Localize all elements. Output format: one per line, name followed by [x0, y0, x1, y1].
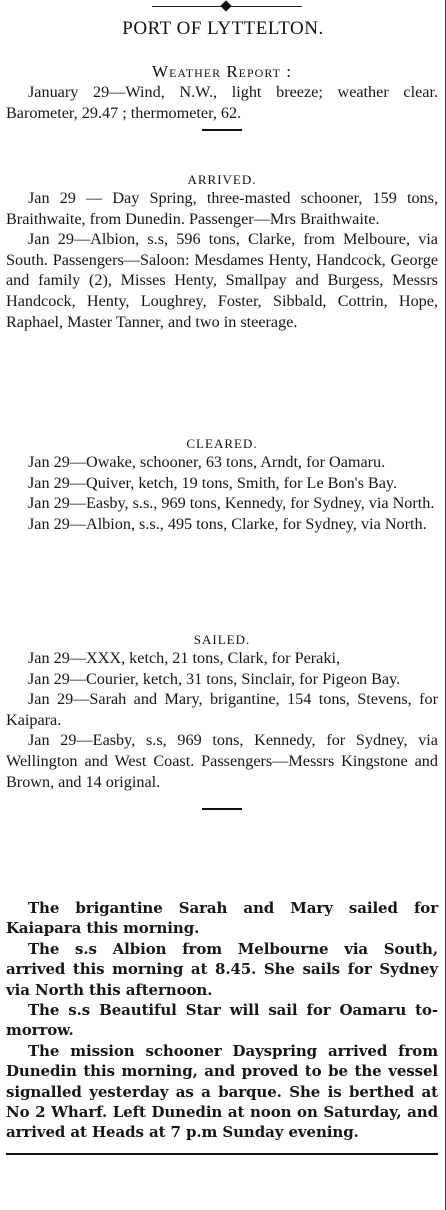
- cleared-entry: Jan 29—Easby, s.s., 969 tons, Kennedy, for Sydney, via North.: [28, 494, 435, 513]
- arrived-section: [6, 172, 438, 332]
- arrived-entry: Jan 29—Albion, s.s, 596 tons, Clarke, from Melboure, via South. Passengers—Saloon: Mesdames Henty, Handcock, George and family (2), Misses Henty, Smallpay and Burgess, Messrs Handcock, Henty, Loughrey, Foster, Sibbald, Cottrin, Hope, Raphael, Master Tanner, and two in steerage.: [6, 230, 438, 331]
- sailed-entry: Jan 29—Courier, ketch, 31 tons, Sinclair, for Pigeon Bay.: [28, 669, 401, 688]
- arrived-entry: Jan 29 — Day Spring, three-masted schooner, 159 tons, Braithwaite, from Dunedin. Passenger—Mrs Braithwaite.: [6, 189, 438, 228]
- arrived-heading: ARRIVED.: [187, 172, 257, 187]
- section-divider: [202, 808, 242, 810]
- diamond-ornament-icon: [220, 0, 231, 11]
- sailed-heading: SAILED.: [193, 632, 251, 647]
- cleared-heading: CLEARED.: [186, 436, 258, 451]
- bottom-rule: [6, 1153, 438, 1156]
- shipping-note: The brigantine Sarah and Mary sailed for Kaiapara this morning.: [6, 899, 438, 938]
- section-divider: [202, 129, 242, 131]
- shipping-notes-section: [6, 898, 438, 1156]
- sailed-section: [6, 632, 438, 816]
- sailed-entry: Jan 29—Easby, s.s, 969 tons, Kennedy, for Sydney, via Wellington and West Coast. Passengers—Messrs Kingstone and Brown, and 14 original.: [6, 731, 438, 791]
- shipping-note: The mission schooner Dayspring arrived from Dunedin this morning, and proved to be the vessel signalled yesterday as a barque. She is berthed at No 2 Wharf. Left Dunedin at noon on Saturday, and arrived at Heads at 7 p.m Sunday evening.: [6, 1041, 438, 1142]
- shipping-note: The s.s Beautiful Star will sail for Oamaru to-morrow.: [6, 1001, 438, 1040]
- cleared-entry: Jan 29—Albion, s.s., 495 tons, Clarke, for Sydney, via North.: [28, 514, 427, 533]
- cleared-section: [6, 436, 438, 534]
- shipping-note: The s.s Albion from Melbourne via South, arrived this morning at 8.45. She sails for Sydney via North this afternoon.: [6, 939, 438, 999]
- weather-heading: Weather Report :: [152, 62, 292, 81]
- cleared-entry: Jan 29—Quiver, ketch, 19 tons, Smith, for Le Bon's Bay.: [28, 473, 397, 492]
- weather-text: January 29—Wind, N.W., light breeze; weather clear. Barometer, 29.47 ; thermometer, 62.: [6, 83, 438, 122]
- cleared-entry: Jan 29—Owake, schooner, 63 tons, Arndt, for Oamaru.: [28, 453, 386, 471]
- weather-section: [6, 62, 438, 137]
- column-title: PORT OF LYTTELTON.: [122, 18, 324, 39]
- sailed-entry: Jan 29—XXX, ketch, 21 tons, Clark, for Peraki,: [28, 649, 341, 667]
- sailed-entry: Jan 29—Sarah and Mary, brigantine, 154 tons, Stevens, for Kaipara.: [6, 690, 438, 729]
